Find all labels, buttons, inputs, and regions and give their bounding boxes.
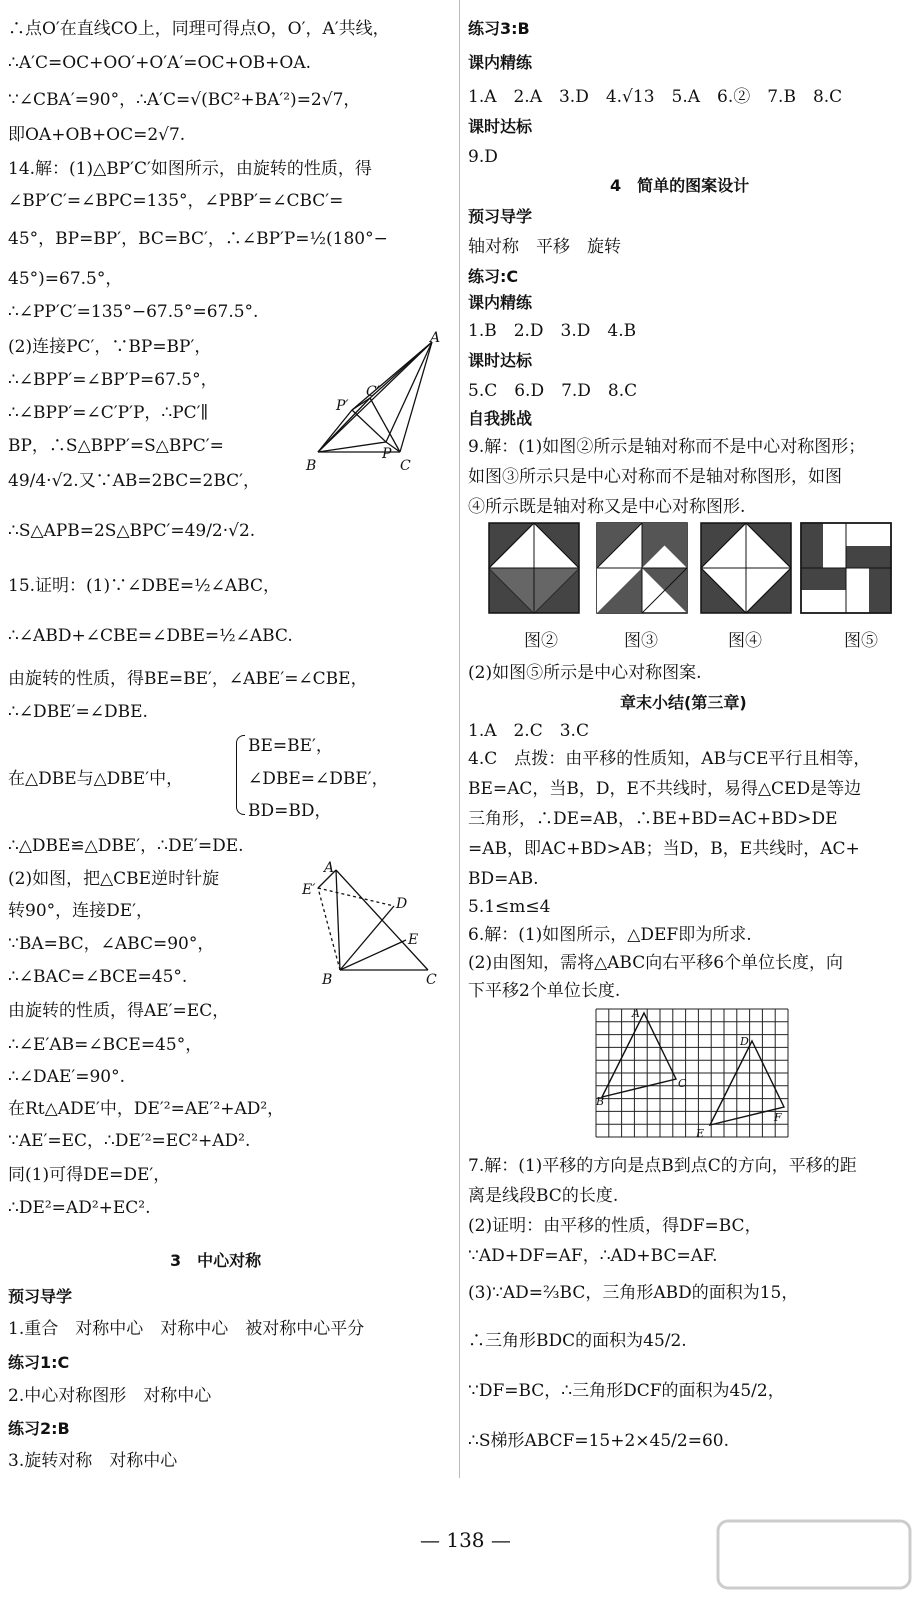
text-line: =AB，即AC+BD>AB；当D，B，E共线时，AC+ — [468, 839, 860, 859]
text-line: 即OA+OB+OC=2√7. — [8, 125, 186, 145]
text-line: BE=AC，当B，D，E不共线时，易得△CED是等边 — [468, 779, 862, 799]
text-line: ∴S△APB=2S△BPC′=49/2·√2. — [8, 521, 256, 541]
text-line: 9.解：(1)如图②所示是轴对称而不是中心对称图形； — [468, 437, 866, 457]
section-heading: 预习导学 — [8, 1287, 73, 1306]
figure-rotation-bp — [300, 330, 450, 475]
section-heading: 练习:C — [468, 267, 519, 286]
text-line: 1.B 2.D 3.D 4.B — [468, 321, 637, 341]
text-line: 2.中心对称图形 对称中心 — [8, 1386, 212, 1406]
label-D: D — [740, 1035, 749, 1048]
text-line: BD=BD， — [248, 801, 332, 821]
text-line: ∴S梯形ABCF=15+2×45/2=60. — [468, 1431, 729, 1451]
pattern-figure-5 — [800, 522, 892, 618]
text-line: BE=BE′， — [248, 736, 333, 756]
text-line: 下平移2个单位长度. — [468, 981, 621, 1001]
label-P: P — [382, 446, 392, 462]
text-line: ∴∠PP′C′=135°−67.5°=67.5°. — [8, 302, 259, 322]
column-divider — [459, 0, 460, 1478]
text-line: (2)如图⑤所示是中心对称图案. — [468, 663, 702, 683]
section-heading: 课时达标 — [468, 117, 533, 136]
watermark-logo — [714, 1517, 914, 1592]
text-line: ∵∠CBA′=90°，∴A′C=√(BC²+BA′²)=2√7， — [8, 90, 361, 110]
label-B: B — [306, 458, 317, 474]
text-line: 3.旋转对称 对称中心 — [8, 1451, 178, 1471]
section-title: 4 简单的图案设计 — [610, 176, 750, 195]
text-line: 9.D — [468, 147, 498, 167]
label-A: A — [632, 1007, 640, 1020]
text-line: 在△DBE与△DBE′中， — [8, 769, 184, 789]
text-line: (3)∵AD=⅔BC，三角形ABD的面积为15， — [468, 1283, 799, 1303]
text-line: (2)由图知，需将△ABC向右平移6个单位长度，向 — [468, 953, 844, 973]
text-line: 7.解：(1)平移的方向是点B到点C的方向，平移的距 — [468, 1156, 857, 1176]
text-line: 在Rt△ADE′中，DE′²=AE′²+AD²， — [8, 1099, 285, 1119]
figure-caption: 图④ — [728, 631, 762, 651]
label-E: E — [696, 1127, 705, 1140]
pattern-figure-4 — [700, 522, 792, 618]
label-C: C — [400, 458, 411, 474]
label-D: D — [396, 896, 408, 912]
figure-caption: 图③ — [624, 631, 658, 651]
section-heading: 课内精练 — [468, 293, 533, 312]
label-C: C — [426, 972, 437, 985]
text-line: 5.C 6.D 7.D 8.C — [468, 381, 638, 401]
pattern-figure-3 — [596, 522, 688, 618]
text-line: 45°)=67.5°， — [8, 269, 123, 289]
text-line: ∴∠ABD+∠CBE=∠DBE=½∠ABC. — [8, 626, 293, 646]
text-line: 同(1)可得DE=DE′， — [8, 1165, 171, 1185]
text-line: ∵BA=BC，∠ABC=90°， — [8, 934, 215, 954]
text-line: 由旋转的性质，得BE=BE′，∠ABE′=∠CBE， — [8, 669, 368, 689]
text-line: ∴三角形BDC的面积为45/2. — [468, 1331, 687, 1351]
section-heading: 自我挑战 — [468, 409, 533, 428]
label-B: B — [596, 1095, 605, 1108]
text-line: ④所示既是轴对称又是中心对称图形. — [468, 497, 746, 517]
text-line: (2)如图，把△CBE逆时针旋 — [8, 869, 220, 889]
label-C: C — [678, 1077, 687, 1090]
text-line: 轴对称 平移 旋转 — [468, 237, 621, 257]
pattern-figure-2 — [488, 522, 580, 618]
section-heading: 课时达标 — [468, 351, 533, 370]
text-line: BP，∴S△BPP′=S△BPC′= — [8, 436, 224, 456]
text-line: ∴△DBE≌△DBE′，∴DE′=DE. — [8, 836, 244, 856]
text-line: 1.A 2.A 3.D 4.√13 5.A 6.② 7.B 8.C — [468, 87, 843, 107]
text-line: ∴DE²=AD²+EC². — [8, 1198, 151, 1218]
text-line: 离是线段BC的长度. — [468, 1186, 619, 1206]
text-line: ∴∠BPP′=∠C′P′P，∴PC′∥ — [8, 403, 209, 423]
text-line: (2)连接PC′，∵BP=BP′， — [8, 337, 212, 357]
figure-caption: 图⑤ — [844, 631, 878, 651]
label-E: E — [408, 932, 419, 948]
text-line: ∴∠BAC=∠BCE=45°. — [8, 967, 188, 987]
section-heading: 课内精练 — [468, 53, 533, 72]
text-line: 如图③所示只是中心对称而不是轴对称图形，如图 — [468, 467, 842, 487]
label-A: A — [430, 330, 441, 346]
text-line: 5.1≤m≤4 — [468, 897, 551, 917]
text-line: 三角形，∴DE=AB，∴BE+BD=AC+BD>DE — [468, 809, 838, 829]
section-title: 3 中心对称 — [170, 1251, 262, 1270]
section-heading: 练习3:B — [468, 19, 530, 38]
text-line: ∵AD+DF=AF，∴AD+BC=AF. — [468, 1246, 718, 1266]
section-heading: 练习1:C — [8, 1353, 70, 1372]
section-heading: 练习2:B — [8, 1419, 70, 1438]
text-line: ∵AE′=EC，∴DE′²=EC²+AD². — [8, 1131, 251, 1151]
text-line: ∴A′C=OC+OO′+O′A′=OC+OB+OA. — [8, 53, 312, 73]
label-B: B — [322, 972, 333, 985]
text-line: 由旋转的性质，得AE′=EC， — [8, 1001, 230, 1021]
text-line: 15.证明：(1)∵∠DBE=½∠ABC， — [8, 576, 280, 596]
label-F: F — [774, 1111, 782, 1124]
text-line: ∠DBE=∠DBE′， — [248, 769, 389, 789]
page-number: — 138 — — [420, 1528, 511, 1552]
figure-rotation-de — [300, 860, 450, 985]
text-line: 4.C 点拨：由平移的性质知，AB与CE平行且相等， — [468, 749, 871, 769]
text-line: 1.A 2.C 3.C — [468, 721, 589, 741]
text-line: 14.解：(1)△BP′C′如图所示，由旋转的性质，得 — [8, 159, 372, 179]
text-line: 49/4·√2.又∵AB=2BC=2BC′， — [8, 471, 261, 491]
label-A: A — [324, 860, 335, 876]
text-line: 1.重合 对称中心 对称中心 被对称中心平分 — [8, 1319, 365, 1339]
text-line: ∴∠DBE′=∠DBE. — [8, 702, 148, 722]
text-line: ∴∠DAE′=90°. — [8, 1067, 126, 1087]
text-line: (2)证明：由平移的性质，得DF=BC， — [468, 1216, 762, 1236]
section-heading: 预习导学 — [468, 207, 533, 226]
label-E-prime: E′ — [302, 882, 316, 898]
label-P-prime: P′ — [336, 398, 349, 414]
text-line: 45°，BP=BP′，BC=BC′，∴∠BP′P=½(180°− — [8, 229, 388, 249]
system-brace — [236, 735, 245, 815]
grid-translation-figure — [592, 1005, 792, 1149]
text-line: 6.解：(1)如图所示，△DEF即为所求. — [468, 925, 752, 945]
text-line: ∠BP′C′=∠BPC=135°，∠PBP′=∠CBC′= — [8, 191, 344, 211]
figure-caption: 图② — [524, 631, 558, 651]
text-line: ∴点O′在直线CO上，同理可得点O，O′，A′共线， — [8, 19, 390, 39]
label-C-prime: C′ — [366, 384, 380, 400]
text-line: ∴∠E′AB=∠BCE=45°， — [8, 1035, 203, 1055]
section-title: 章末小结(第三章) — [620, 693, 747, 712]
text-line: ∵DF=BC，∴三角形DCF的面积为45/2， — [468, 1381, 785, 1401]
text-line: ∴∠BPP′=∠BP′P=67.5°， — [8, 370, 218, 390]
text-line: BD=AB. — [468, 869, 539, 889]
text-line: 转90°，连接DE′， — [8, 901, 154, 921]
